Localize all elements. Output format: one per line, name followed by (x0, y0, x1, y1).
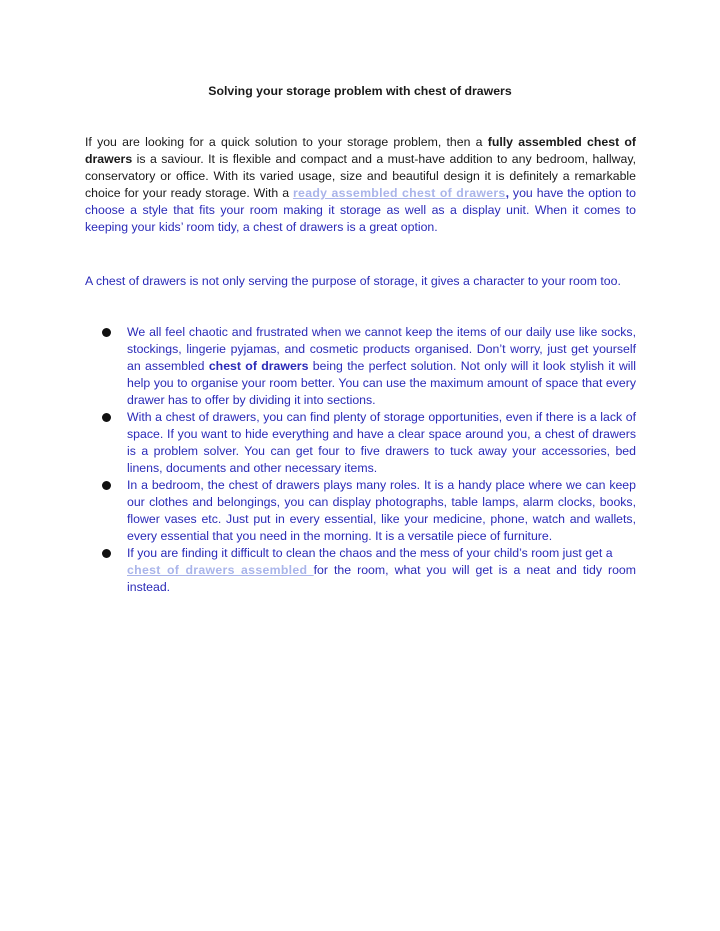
intro-paragraph (85, 134, 636, 236)
bullet-4-text-1: If you are finding it difficult to clean the chaos and the mess of your child’s room just get a (127, 546, 613, 560)
bullet-icon (102, 481, 111, 490)
list-item (85, 477, 636, 545)
list-item (85, 324, 636, 409)
bullet-1-text-1: We all feel chaotic and frustrated when we cannot keep the items of our daily use like socks, stockings, lingerie pyjamas, and cosmetic products organised. Don’t worry, just get yourself an assembled (127, 325, 636, 373)
intro-bold-phrase: fully assembled chest of drawers (85, 135, 637, 166)
bullet-1-bold: chest of drawers (208, 359, 309, 373)
list-item (85, 545, 636, 596)
bullet-4-text-2: for the room, what you will get is a neat and tidy room instead. (127, 563, 637, 594)
bullet-1-text-2: being the perfect solution. Not only will it look stylish it will help you to organise your room better. You can use the maximum amount of space that every drawer has to offer by dividing it into sections. (127, 359, 636, 407)
bullet-icon (102, 328, 111, 337)
ready-assembled-link[interactable]: ready assembled chest of drawers (292, 186, 506, 200)
bullet-2-text: With a chest of drawers, you can find plenty of storage opportunities, even if there is a lack of space. If you want to hide everything and have a clear space around you, a chest of drawers is a problem solver. You can get four to five drawers to tuck away your accessories, bed linens, documents and other necessary items. (127, 410, 636, 475)
intro-text-1: If you are looking for a quick solution to your storage problem, then a (85, 135, 488, 149)
intro-text-2: is a saviour. It is flexible and compact and a must-have addition to any bedroom, hallway, conservatory or office. With its varied usage, size and beautiful design it is definitely a remarkable choice for your ready storage. With a (85, 152, 636, 200)
list-item (85, 409, 636, 477)
benefits-list (85, 324, 636, 596)
bullet-3-text: In a bedroom, the chest of drawers plays many roles. It is a handy place where we can keep our clothes and belongings, you can display photographs, table lamps, alarm clocks, books, flower vases etc. Just put in every essential, like your medicine, phone, watch and wallets, every essential that you need in the morning. It is a versatile piece of furniture. (127, 478, 636, 543)
document-title: Solving your storage problem with chest of drawers (208, 84, 512, 98)
intro-comma: , (505, 186, 509, 200)
character-paragraph: A chest of drawers is not only serving the purpose of storage, it gives a character to your room too. (85, 274, 621, 288)
bullet-icon (102, 413, 111, 422)
bullet-icon (102, 549, 111, 558)
chest-assembled-link[interactable]: chest of drawers assembled (127, 563, 314, 577)
intro-text-3: you have the option to choose a style that fits your room making it storage as well as a display unit. When it comes to keeping your kids’ room tidy, a chest of drawers is a great option. (85, 186, 637, 234)
